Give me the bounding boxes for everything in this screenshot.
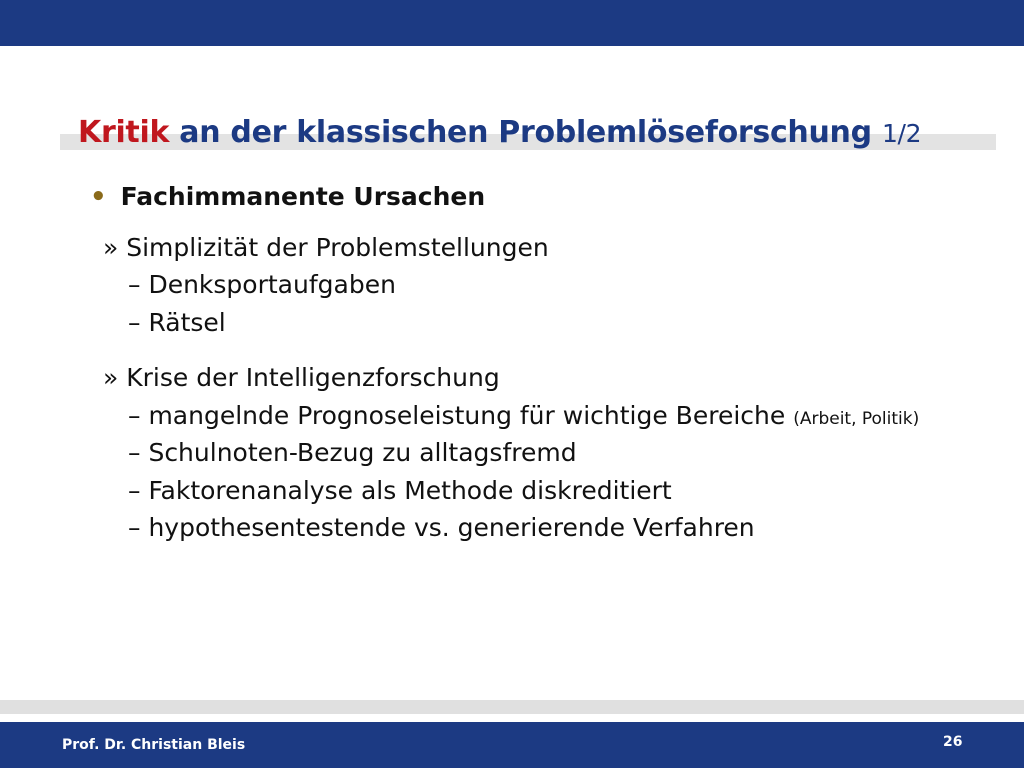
- page-number: 26: [943, 734, 963, 750]
- list-item: – Rätsel: [128, 308, 226, 337]
- list-item: – hypothesentestende vs. generierende Verfahren: [128, 513, 755, 542]
- title-text: an der klassischen Problemlöseforschung: [169, 115, 882, 150]
- list-item: – Faktorenanalyse als Methode diskreditiert: [128, 476, 672, 505]
- footer-stripe: [0, 700, 1024, 714]
- footer-author: Prof. Dr. Christian Bleis: [62, 737, 246, 753]
- title-accent-word: Kritik: [78, 115, 170, 150]
- title-page-fraction: 1/2: [881, 119, 922, 148]
- main-bullet-text: Fachimmanente Ursachen: [120, 182, 486, 211]
- list-item-text: – mangelnde Prognoseleistung für wichtige Bereiche: [128, 401, 794, 430]
- slide-title: [78, 113, 921, 154]
- list-item: – Denksportaufgaben: [128, 270, 396, 299]
- sub-heading-simplicity: » Simplizität der Problemstellungen: [103, 233, 549, 262]
- list-item: [128, 400, 919, 435]
- sub-heading-intelligence-crisis: » Krise der Intelligenzforschung: [103, 363, 500, 392]
- main-bullet: [90, 181, 485, 213]
- header-bar: [0, 0, 1024, 46]
- list-item-note: (Arbeit, Politik): [793, 409, 920, 429]
- list-item: – Schulnoten-Bezug zu alltagsfremd: [128, 438, 577, 467]
- bullet-dot-icon: •: [90, 182, 107, 212]
